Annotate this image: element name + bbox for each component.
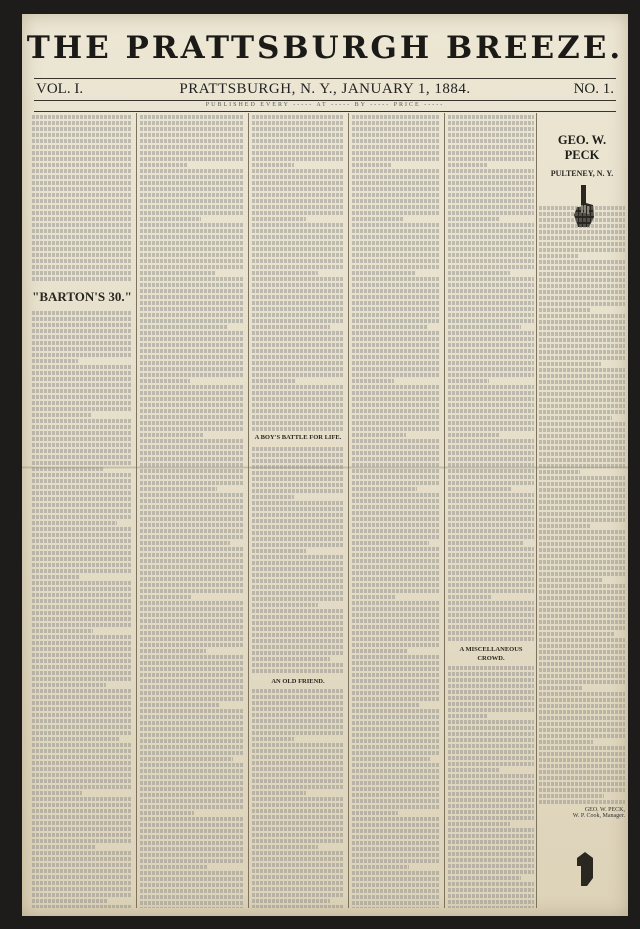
masthead-title: THE PRATTSBURGH BREEZE. [26, 30, 624, 66]
advertisement-body [539, 204, 625, 804]
advertiser-manager: W. P. Cook, Manager. [572, 813, 625, 819]
advertiser-signature: GEO. W. PECK, [584, 807, 625, 813]
publisher-subline: PUBLISHED EVERY ----- AT ----- BY ----- PRICE ----- [205, 102, 445, 108]
newspaper-page [22, 14, 628, 916]
column-divider [136, 113, 137, 908]
column-4 [352, 113, 440, 908]
advertiser-town: PULTENEY, N. Y. [550, 169, 614, 178]
column-5 [448, 113, 534, 908]
column-divider [536, 113, 537, 908]
headline-miscellaneous-crowd: A MISCELLANEOUS CROWD. [459, 646, 523, 662]
headline-bartons-30: "BARTON'S 30." [32, 289, 132, 304]
column-3-body-b [252, 445, 344, 675]
volume-label: VOL. I. [36, 81, 84, 97]
column-5-body-b [448, 666, 534, 908]
issue-number: NO. 1. [573, 81, 614, 97]
headline-old-friend: AN OLD FRIEND. [271, 678, 325, 685]
column-3-body-c [252, 689, 344, 908]
column-2-body [140, 115, 244, 908]
advertiser-name: GEO. W. PECK [557, 133, 607, 162]
column-1-body [32, 311, 132, 908]
column-divider [348, 113, 349, 908]
headline-boys-battle: A BOY'S BATTLE FOR LIFE. [254, 434, 342, 441]
masthead-rule-mid [34, 100, 616, 101]
dateline: PRATTSBURGH, N. Y., JANUARY 1, 1884. [179, 81, 471, 97]
column-1 [32, 113, 132, 908]
masthead-rule-top [34, 78, 616, 79]
column-3 [252, 113, 344, 908]
column-4-body [352, 115, 440, 908]
column-divider [248, 113, 249, 908]
pointing-hand-icon [571, 848, 599, 888]
advertisement-geo-peck [539, 113, 625, 908]
column-2 [140, 113, 244, 908]
column-5-body-a [448, 113, 534, 643]
column-divider [444, 113, 445, 908]
masthead-rule-bottom [34, 111, 616, 112]
column-3-body-a [252, 113, 344, 431]
